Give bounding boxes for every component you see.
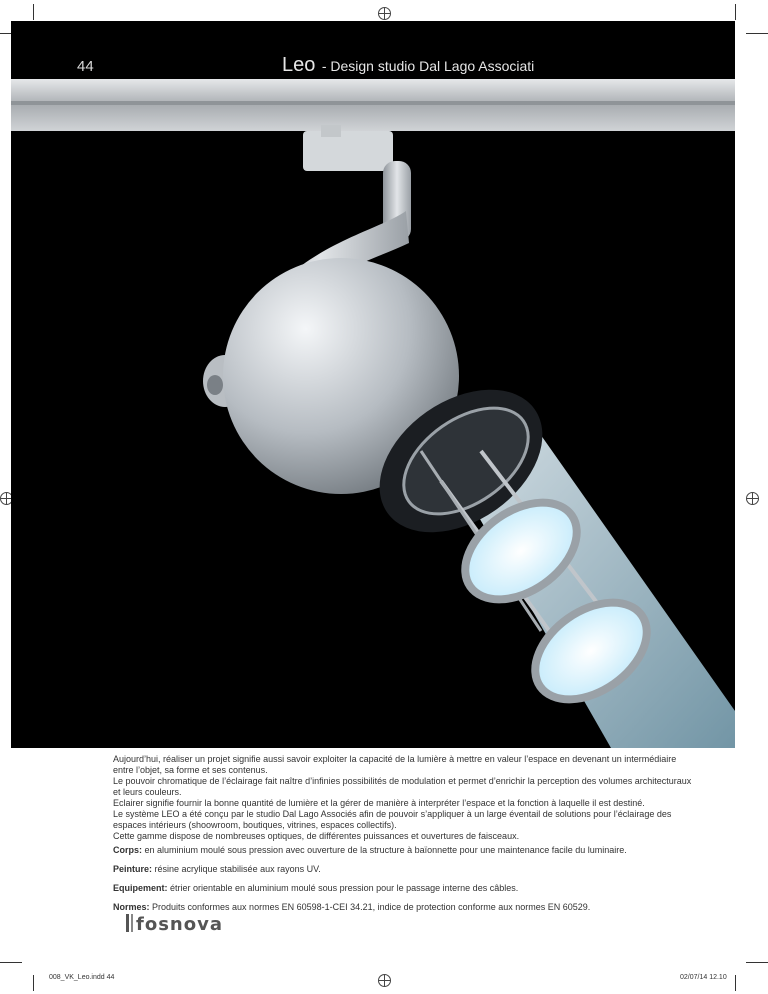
crop-mark xyxy=(735,4,736,20)
spec-body xyxy=(113,845,699,856)
paragraph: Le système LEO a été conçu par le studio Dal Lago Associés afin de pouvoir s’appliquer à un large éventail de solutions pour l’éclairage des espaces intérieurs (shoowroom, boutiques, vitrines, espaces collectifs). xyxy=(113,809,672,830)
crop-mark xyxy=(0,962,22,963)
spec-label: Equipement: xyxy=(113,883,168,893)
svg-text:fosnova: fosnova xyxy=(136,914,223,935)
spotlight-illustration xyxy=(11,21,735,748)
paragraph: Eclairer signifie fournir la bonne quantité de lumière et la gérer de manière à interpréter l’espace et la fonction à laquelle il est destiné. xyxy=(113,798,645,808)
page-number: 44 xyxy=(77,58,94,75)
designer-subtitle: - Design studio Dal Lago Associati xyxy=(321,58,535,74)
spec-value: en aluminium moulé sous pression avec ouverture de la structure à baïonnette pour une maintenance facile du luminaire. xyxy=(142,845,627,855)
crop-mark xyxy=(33,975,34,991)
spec-value: Produits conformes aux normes EN 60598-1-CEI 34.21, indice de protection conforme aux normes EN 60529. xyxy=(149,902,591,912)
paragraph: Le pouvoir chromatique de l’éclairage fait naître d’infinies possibilités de modulation et permet d’enrichir la perception des volumes architecturaux et leurs couleurs. xyxy=(113,776,692,797)
date-info: 02/07/14 12.10 xyxy=(680,974,727,981)
spec-value: résine acrylique stabilisée aux rayons UV. xyxy=(152,864,321,874)
spec-label: Corps: xyxy=(113,845,142,855)
registration-mark-icon xyxy=(378,7,391,20)
spec-equipment xyxy=(113,883,699,894)
spec-label: Normes: xyxy=(113,902,150,912)
product-name: Leo xyxy=(282,54,316,76)
spec-label: Peinture: xyxy=(113,864,153,874)
page-title xyxy=(282,54,534,77)
product-photo xyxy=(11,21,735,748)
crop-mark xyxy=(746,962,768,963)
spec-paint xyxy=(113,864,699,875)
paragraph: Aujourd’hui, réaliser un projet signifie aussi savoir exploiter la capacité de la lumière à mettre en valeur l’espace en devenant un intermédiaire entre l’objet, sa forme et ses contenus. xyxy=(113,754,677,775)
paragraph: Cette gamme dispose de nombreuses optiques, de différentes puissances et ouvertures de faisceaux. xyxy=(113,831,520,841)
registration-mark-icon xyxy=(378,974,391,987)
fosnova-logo xyxy=(126,911,226,935)
description-text xyxy=(113,754,699,913)
crop-mark xyxy=(746,33,768,34)
registration-mark-icon xyxy=(746,492,759,505)
spec-value: étrier orientable en aluminium moulé sous pression pour le passage interne des câbles. xyxy=(167,883,519,893)
crop-mark xyxy=(33,4,34,20)
file-info: 008_VK_Leo.indd 44 xyxy=(49,974,115,981)
crop-mark xyxy=(735,975,736,991)
